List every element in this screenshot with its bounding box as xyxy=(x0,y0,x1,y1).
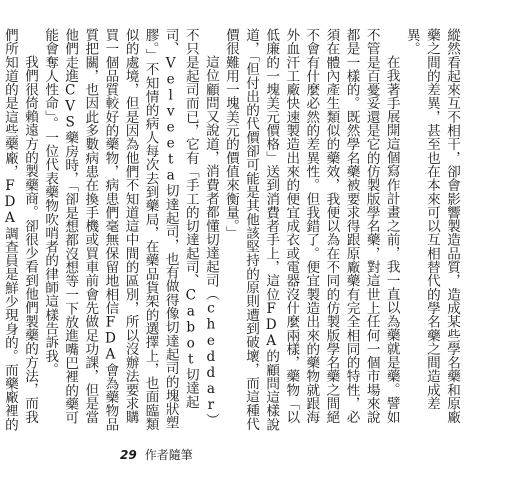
page-number: 29 xyxy=(120,448,137,462)
running-title: 作者隨筆 xyxy=(144,448,193,462)
paragraph-2: 在我著手展開這個寫作計畫之前，我一直以為藥就是藥。譬如不管是百憂妥還是它的仿製版學名藥，對這世上任何一個市場來說都是一樣的。既然學名藥被要求得跟原廠藥有完全相同的特性，必須在體內產生類似的藥效，我便以為在不同的仿製版學名藥之間絕不會有什麼必然的差異性。但我錯了。便宜製造出來的藥物就跟海外血汗工廠快速製造出來的便宜成衣或電器沒什麼兩樣，藥物「以低廉的一塊美元價格」送到消費者手上，這位FDA的顧問這樣說道，「但付出的代價卻可能是其他該堅持的原則遭到破壞，而這種代價很難用一塊美元的價值來衡量。」 xyxy=(222,28,400,432)
paragraph-3: 這位顧問又說道，消費者都懂切達起司（cheddar）不只是起司而已，它有「手工的切達起司、Cabot切達起司、Velveeta切達起司，也有做得像切達起司的塊狀塑膠。」不知情的病人每次去到藥局，在藥品貨架的選擇上，也面臨類似的處境，但是因為他們不知道這中間的區別，所以沒辦法要求購買一個品質較好的藥物，病患們毫無保留地相信FDA會為藥物品質把關，也因此多數病患在換手機或買車前會先做足功課，但是當他們走進CVS藥房時，「卻是想都沒想等一下放進嘴巴裡的藥可能會奪人性命」。一位代表藥物吹哨者的律師這樣告訴我。 xyxy=(42,28,219,432)
vertical-text-body xyxy=(0,28,462,432)
paragraph-1: 縱然看起來互不相干，卻會影響製造品質，造成某些學名藥和原廠藥之間的差異，甚至也在本來可以互相替代的學名藥之間造成差異。 xyxy=(403,28,460,424)
paragraph-4: 我們很倚賴遠方的製藥商。卻很少看到他們製藥的方法，而我們所知道的是這些藥廠，FDA調查員是鮮少現身的。而藥廠裡的 xyxy=(1,28,39,432)
page-footer xyxy=(120,446,193,463)
